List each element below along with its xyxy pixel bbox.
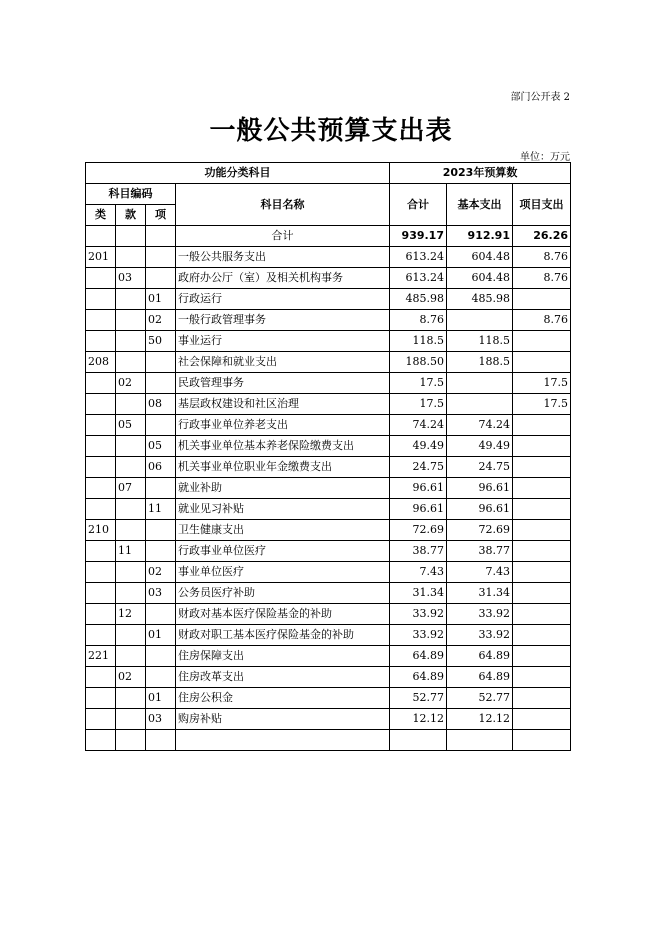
subject-name: 一般公共服务支出 xyxy=(176,247,390,268)
subject-name: 行政运行 xyxy=(176,289,390,310)
kuan-code: 11 xyxy=(116,541,146,562)
kuan-code: 07 xyxy=(116,478,146,499)
total-amount: 49.49 xyxy=(390,436,447,457)
xiang-code: 01 xyxy=(146,625,176,646)
basic-amount: 49.49 xyxy=(447,436,513,457)
total-amount: 96.61 xyxy=(390,499,447,520)
subject-name: 住房改革支出 xyxy=(176,667,390,688)
header-xiang: 项 xyxy=(146,205,176,226)
basic-amount: 96.61 xyxy=(447,478,513,499)
total-row xyxy=(86,226,571,247)
table-row xyxy=(86,352,571,373)
total-amount: 188.50 xyxy=(390,352,447,373)
basic-amount: 118.5 xyxy=(447,331,513,352)
basic-amount xyxy=(447,373,513,394)
table-row xyxy=(86,478,571,499)
subject-name: 卫生健康支出 xyxy=(176,520,390,541)
table-row xyxy=(86,415,571,436)
total-basic: 912.91 xyxy=(447,226,513,247)
lei-code: 210 xyxy=(86,520,116,541)
kuan-code xyxy=(116,436,146,457)
total-amount: 939.17 xyxy=(390,226,447,247)
lei-code xyxy=(86,499,116,520)
subject-name: 购房补贴 xyxy=(176,709,390,730)
table-row xyxy=(86,688,571,709)
project-amount xyxy=(513,604,571,625)
subject-name: 行政事业单位医疗 xyxy=(176,541,390,562)
subject-name: 住房保障支出 xyxy=(176,646,390,667)
project-amount xyxy=(513,331,571,352)
total-project: 26.26 xyxy=(513,226,571,247)
basic-amount xyxy=(447,394,513,415)
unit-label: 单位：万元 xyxy=(520,152,570,163)
lei-code xyxy=(86,583,116,604)
project-amount xyxy=(513,562,571,583)
xiang-code xyxy=(146,373,176,394)
basic-amount: 33.92 xyxy=(447,625,513,646)
xiang-code: 11 xyxy=(146,499,176,520)
total-amount: 33.92 xyxy=(390,604,447,625)
xiang-code: 02 xyxy=(146,562,176,583)
header-functional-classification: 功能分类科目 xyxy=(86,163,390,184)
subject-name: 就业补助 xyxy=(176,478,390,499)
project-amount xyxy=(513,583,571,604)
total-amount: 31.34 xyxy=(390,583,447,604)
project-amount xyxy=(513,541,571,562)
total-amount: 72.69 xyxy=(390,520,447,541)
project-amount xyxy=(513,478,571,499)
doc-number: 部门公开表 2 xyxy=(510,92,570,103)
subject-name: 事业单位医疗 xyxy=(176,562,390,583)
project-amount xyxy=(513,457,571,478)
table-row xyxy=(86,331,571,352)
header-project-expenditure: 项目支出 xyxy=(513,184,571,226)
kuan-code xyxy=(116,247,146,268)
lei-code xyxy=(86,709,116,730)
xiang-code: 08 xyxy=(146,394,176,415)
subject-name: 机关事业单位职业年金缴费支出 xyxy=(176,457,390,478)
total-amount: 64.89 xyxy=(390,646,447,667)
kuan-code: 03 xyxy=(116,268,146,289)
xiang-code xyxy=(146,646,176,667)
lei-code: 208 xyxy=(86,352,116,373)
subject-name: 就业见习补贴 xyxy=(176,499,390,520)
subject-name: 机关事业单位基本养老保险缴费支出 xyxy=(176,436,390,457)
table-row xyxy=(86,436,571,457)
kuan-code xyxy=(116,310,146,331)
kuan-code xyxy=(116,583,146,604)
xiang-code: 02 xyxy=(146,310,176,331)
kuan-code xyxy=(116,730,146,751)
xiang-code xyxy=(146,415,176,436)
basic-amount: 72.69 xyxy=(447,520,513,541)
basic-amount xyxy=(447,730,513,751)
total-amount: 485.98 xyxy=(390,289,447,310)
table-row xyxy=(86,310,571,331)
total-amount: 33.92 xyxy=(390,625,447,646)
table-row xyxy=(86,625,571,646)
total-amount: 613.24 xyxy=(390,247,447,268)
basic-amount: 485.98 xyxy=(447,289,513,310)
xiang-code xyxy=(146,478,176,499)
lei-code xyxy=(86,478,116,499)
lei-code xyxy=(86,667,116,688)
total-amount: 17.5 xyxy=(390,373,447,394)
kuan-code xyxy=(116,394,146,415)
table-row xyxy=(86,667,571,688)
basic-amount: 64.89 xyxy=(447,667,513,688)
table-row xyxy=(86,604,571,625)
xiang-code xyxy=(146,730,176,751)
xiang-code: 06 xyxy=(146,457,176,478)
lei-code xyxy=(86,604,116,625)
kuan-code xyxy=(116,499,146,520)
xiang-code xyxy=(146,604,176,625)
project-amount: 8.76 xyxy=(513,310,571,331)
header-subject-code: 科目编码 xyxy=(86,184,176,205)
total-amount: 118.5 xyxy=(390,331,447,352)
subject-name: 民政管理事务 xyxy=(176,373,390,394)
page-title: 一般公共预算支出表 xyxy=(209,116,453,146)
subject-name: 基层政权建设和社区治理 xyxy=(176,394,390,415)
kuan-code xyxy=(116,625,146,646)
total-code1 xyxy=(86,226,116,247)
kuan-code xyxy=(116,709,146,730)
project-amount xyxy=(513,415,571,436)
subject-name: 事业运行 xyxy=(176,331,390,352)
xiang-code xyxy=(146,541,176,562)
table-row xyxy=(86,457,571,478)
lei-code: 201 xyxy=(86,247,116,268)
lei-code xyxy=(86,268,116,289)
project-amount xyxy=(513,625,571,646)
project-amount xyxy=(513,436,571,457)
basic-amount: 604.48 xyxy=(447,268,513,289)
basic-amount: 52.77 xyxy=(447,688,513,709)
subject-name: 财政对职工基本医疗保险基金的补助 xyxy=(176,625,390,646)
header-total: 合计 xyxy=(390,184,447,226)
project-amount xyxy=(513,730,571,751)
kuan-code: 02 xyxy=(116,373,146,394)
kuan-code: 12 xyxy=(116,604,146,625)
xiang-code xyxy=(146,667,176,688)
basic-amount: 33.92 xyxy=(447,604,513,625)
xiang-code: 50 xyxy=(146,331,176,352)
lei-code xyxy=(86,394,116,415)
basic-amount xyxy=(447,310,513,331)
table-row xyxy=(86,709,571,730)
total-amount: 52.77 xyxy=(390,688,447,709)
lei-code xyxy=(86,289,116,310)
lei-code xyxy=(86,625,116,646)
kuan-code xyxy=(116,457,146,478)
xiang-code: 03 xyxy=(146,709,176,730)
lei-code xyxy=(86,688,116,709)
total-amount: 613.24 xyxy=(390,268,447,289)
basic-amount: 96.61 xyxy=(447,499,513,520)
total-amount: 38.77 xyxy=(390,541,447,562)
table-row xyxy=(86,730,571,751)
subject-name: 住房公积金 xyxy=(176,688,390,709)
total-amount: 74.24 xyxy=(390,415,447,436)
subject-name: 政府办公厅（室）及相关机构事务 xyxy=(176,268,390,289)
xiang-code: 03 xyxy=(146,583,176,604)
basic-amount: 188.5 xyxy=(447,352,513,373)
project-amount: 17.5 xyxy=(513,394,571,415)
table-row xyxy=(86,541,571,562)
table-row xyxy=(86,289,571,310)
total-code3 xyxy=(146,226,176,247)
table-row xyxy=(86,646,571,667)
table-row xyxy=(86,583,571,604)
subject-name xyxy=(176,730,390,751)
project-amount xyxy=(513,520,571,541)
total-label: 合计 xyxy=(176,226,390,247)
table-row xyxy=(86,394,571,415)
basic-amount: 12.12 xyxy=(447,709,513,730)
header-kuan: 款 xyxy=(116,205,146,226)
xiang-code xyxy=(146,268,176,289)
table-row xyxy=(86,373,571,394)
kuan-code xyxy=(116,688,146,709)
total-amount: 7.43 xyxy=(390,562,447,583)
subject-name: 财政对基本医疗保险基金的补助 xyxy=(176,604,390,625)
kuan-code xyxy=(116,520,146,541)
kuan-code xyxy=(116,331,146,352)
project-amount: 8.76 xyxy=(513,247,571,268)
total-amount: 96.61 xyxy=(390,478,447,499)
table-row xyxy=(86,562,571,583)
kuan-code xyxy=(116,352,146,373)
kuan-code: 02 xyxy=(116,667,146,688)
project-amount xyxy=(513,688,571,709)
table-row xyxy=(86,268,571,289)
lei-code xyxy=(86,331,116,352)
xiang-code xyxy=(146,352,176,373)
project-amount xyxy=(513,499,571,520)
total-amount: 17.5 xyxy=(390,394,447,415)
table-row xyxy=(86,520,571,541)
kuan-code xyxy=(116,289,146,310)
kuan-code xyxy=(116,646,146,667)
total-amount: 8.76 xyxy=(390,310,447,331)
lei-code xyxy=(86,373,116,394)
lei-code: 221 xyxy=(86,646,116,667)
xiang-code: 01 xyxy=(146,688,176,709)
basic-amount: 31.34 xyxy=(447,583,513,604)
header-basic-expenditure: 基本支出 xyxy=(447,184,513,226)
subject-name: 公务员医疗补助 xyxy=(176,583,390,604)
table-row xyxy=(86,499,571,520)
kuan-code xyxy=(116,562,146,583)
subject-name: 行政事业单位养老支出 xyxy=(176,415,390,436)
lei-code xyxy=(86,541,116,562)
subject-name: 社会保障和就业支出 xyxy=(176,352,390,373)
basic-amount: 7.43 xyxy=(447,562,513,583)
table-row xyxy=(86,247,571,268)
project-amount xyxy=(513,667,571,688)
header-budget-2023: 2023年预算数 xyxy=(390,163,571,184)
project-amount xyxy=(513,289,571,310)
lei-code xyxy=(86,415,116,436)
header-lei: 类 xyxy=(86,205,116,226)
project-amount xyxy=(513,352,571,373)
budget-table xyxy=(85,162,571,751)
basic-amount: 604.48 xyxy=(447,247,513,268)
basic-amount: 24.75 xyxy=(447,457,513,478)
project-amount: 8.76 xyxy=(513,268,571,289)
xiang-code: 05 xyxy=(146,436,176,457)
total-code2 xyxy=(116,226,146,247)
total-amount: 12.12 xyxy=(390,709,447,730)
lei-code xyxy=(86,436,116,457)
total-amount xyxy=(390,730,447,751)
xiang-code: 01 xyxy=(146,289,176,310)
lei-code xyxy=(86,730,116,751)
lei-code xyxy=(86,457,116,478)
xiang-code xyxy=(146,247,176,268)
total-amount: 24.75 xyxy=(390,457,447,478)
lei-code xyxy=(86,562,116,583)
basic-amount: 74.24 xyxy=(447,415,513,436)
kuan-code: 05 xyxy=(116,415,146,436)
project-amount xyxy=(513,709,571,730)
header-subject-name: 科目名称 xyxy=(176,184,390,226)
project-amount xyxy=(513,646,571,667)
project-amount: 17.5 xyxy=(513,373,571,394)
subject-name: 一般行政管理事务 xyxy=(176,310,390,331)
basic-amount: 38.77 xyxy=(447,541,513,562)
basic-amount: 64.89 xyxy=(447,646,513,667)
total-amount: 64.89 xyxy=(390,667,447,688)
lei-code xyxy=(86,310,116,331)
xiang-code xyxy=(146,520,176,541)
